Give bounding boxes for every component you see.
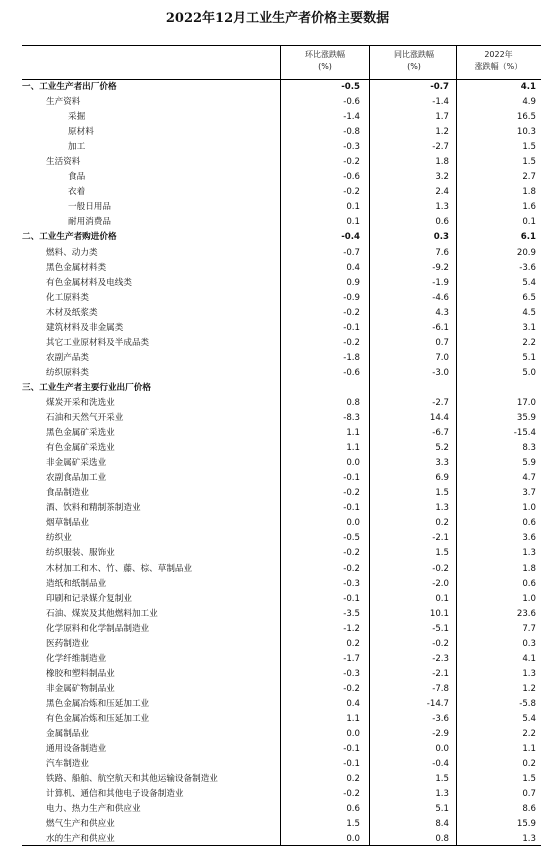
- yoy-value: 0.2: [435, 518, 449, 529]
- row-label: 非金属矿物制品业: [46, 683, 115, 694]
- row-label: 耐用消费品: [68, 217, 111, 228]
- mom-value: -1.4: [343, 112, 360, 123]
- row-label: 食品: [68, 172, 86, 183]
- mom-value: 0.0: [346, 834, 360, 845]
- mom-value: -3.5: [343, 608, 360, 619]
- table-row: [22, 200, 541, 215]
- mom-value: -0.2: [343, 157, 360, 168]
- table-row: [22, 291, 541, 306]
- year-value: 0.7: [522, 789, 536, 800]
- yoy-value: -2.1: [432, 668, 449, 679]
- row-label: 纺织业: [46, 533, 72, 544]
- mom-value: -0.2: [343, 307, 360, 318]
- table-row: [22, 682, 541, 697]
- yoy-value: -2.7: [432, 142, 449, 153]
- table-header: [22, 45, 541, 80]
- mom-value: -0.1: [343, 503, 360, 514]
- year-value: 2.7: [522, 172, 536, 183]
- yoy-value: 8.4: [435, 819, 449, 830]
- table-bottom-rule: [22, 845, 541, 846]
- yoy-value: -3.6: [432, 713, 449, 724]
- year-value: 1.1: [522, 744, 536, 755]
- table-row: [22, 817, 541, 832]
- yoy-value: -2.0: [432, 578, 449, 589]
- table-row: [22, 562, 541, 577]
- year-value: 4.9: [522, 97, 536, 108]
- mom-value: 1.1: [346, 443, 360, 454]
- mom-value: 1.1: [346, 428, 360, 439]
- year-value: 20.9: [516, 247, 536, 258]
- column-divider: [280, 45, 281, 845]
- row-label: 化工原料类: [46, 292, 89, 303]
- header-mom-line2: (%): [318, 62, 332, 71]
- mom-value: -0.8: [343, 127, 360, 138]
- table-row: [22, 80, 541, 95]
- yoy-value: -1.4: [432, 97, 449, 108]
- year-value: 5.1: [522, 352, 536, 363]
- table-row: [22, 336, 541, 351]
- yoy-value: 0.6: [435, 217, 449, 228]
- yoy-value: 3.3: [435, 458, 449, 469]
- table-row: [22, 772, 541, 787]
- mom-value: -0.9: [343, 292, 360, 303]
- row-label: 原材料: [68, 127, 94, 138]
- year-value: 35.9: [516, 413, 536, 424]
- row-label: 黑色金属冶炼和压延加工业: [46, 698, 150, 709]
- year-value: 1.0: [522, 503, 536, 514]
- yoy-value: -2.1: [432, 533, 449, 544]
- header-mom: [280, 49, 370, 73]
- yoy-value: 7.6: [435, 247, 449, 258]
- yoy-value: 1.5: [435, 488, 449, 499]
- yoy-value: -1.9: [432, 277, 449, 288]
- mom-value: -1.2: [343, 623, 360, 634]
- row-label: 水的生产和供应业: [46, 834, 115, 845]
- mom-value: -1.7: [343, 653, 360, 664]
- mom-value: -0.2: [343, 337, 360, 348]
- mom-value: -0.3: [343, 668, 360, 679]
- yoy-value: 1.3: [435, 202, 449, 213]
- table-row: [22, 546, 541, 561]
- table-row: [22, 712, 541, 727]
- yoy-value: 0.8: [435, 834, 449, 845]
- row-label: 石油和天然气开采业: [46, 413, 124, 424]
- mom-value: -0.6: [343, 367, 360, 378]
- row-label: 化学原料和化学制品制造业: [46, 623, 150, 634]
- year-value: 23.6: [516, 608, 536, 619]
- table-row: [22, 637, 541, 652]
- row-label: 酒、饮料和精制茶制造业: [46, 503, 141, 514]
- header-year-line1: 2022年: [484, 50, 513, 59]
- mom-value: 0.6: [346, 804, 360, 815]
- row-label: 二、工业生产者购进价格: [22, 232, 117, 243]
- header-mom-line1: 环比涨跌幅: [305, 50, 345, 59]
- row-label: 木材加工和木、竹、藤、棕、草制品业: [46, 563, 193, 574]
- year-value: 16.5: [516, 112, 536, 123]
- header-year: [456, 49, 541, 73]
- yoy-value: 1.7: [435, 112, 449, 123]
- mom-value: -0.4: [341, 232, 360, 243]
- table-row: [22, 426, 541, 441]
- table-row: [22, 501, 541, 516]
- table-row: [22, 471, 541, 486]
- year-value: 5.0: [522, 367, 536, 378]
- price-data-table: [22, 45, 541, 847]
- table-row: [22, 215, 541, 230]
- year-value: -5.8: [519, 698, 536, 709]
- year-value: 5.4: [522, 277, 536, 288]
- yoy-value: -6.1: [432, 322, 449, 333]
- row-label: 黑色金属矿采选业: [46, 428, 115, 439]
- yoy-value: -14.7: [426, 698, 449, 709]
- yoy-value: 5.2: [435, 443, 449, 454]
- table-row: [22, 441, 541, 456]
- year-value: 1.8: [522, 563, 536, 574]
- mom-value: -0.2: [343, 683, 360, 694]
- row-label: 橡胶和塑料制品业: [46, 668, 115, 679]
- year-value: 0.6: [522, 578, 536, 589]
- row-label: 印刷和记录媒介复制业: [46, 593, 132, 604]
- column-divider: [456, 45, 457, 845]
- row-label: 建筑材料及非金属类: [46, 322, 124, 333]
- row-label: 煤炭开采和洗选业: [46, 397, 115, 408]
- yoy-value: 0.3: [433, 232, 449, 243]
- table-row: [22, 697, 541, 712]
- row-label: 金属制品业: [46, 729, 89, 740]
- year-value: 1.8: [522, 187, 536, 198]
- row-label: 有色金属材料及电线类: [46, 277, 132, 288]
- year-value: -3.6: [519, 262, 536, 273]
- yoy-value: 4.3: [435, 307, 449, 318]
- year-value: 17.0: [516, 397, 536, 408]
- yoy-value: -4.6: [432, 292, 449, 303]
- yoy-value: -3.0: [432, 367, 449, 378]
- row-label: 一般日用品: [68, 202, 111, 213]
- yoy-value: 14.4: [429, 413, 449, 424]
- row-label: 生产资料: [46, 97, 81, 108]
- row-label: 非金属矿采选业: [46, 458, 107, 469]
- table-row: [22, 351, 541, 366]
- table-row: [22, 411, 541, 426]
- year-value: 8.3: [522, 443, 536, 454]
- row-label: 三、工业生产者主要行业出厂价格: [22, 382, 151, 393]
- year-value: 1.2: [522, 683, 536, 694]
- table-row: [22, 622, 541, 637]
- table-row: [22, 592, 541, 607]
- table-row: [22, 140, 541, 155]
- mom-value: -0.5: [341, 82, 360, 92]
- row-label: 农副食品加工业: [46, 473, 107, 484]
- table-row: [22, 110, 541, 125]
- year-value: 1.5: [522, 157, 536, 168]
- row-label: 木材及纸浆类: [46, 307, 98, 318]
- yoy-value: 6.9: [435, 473, 449, 484]
- yoy-value: 0.7: [435, 337, 449, 348]
- table-row: [22, 261, 541, 276]
- year-value: 0.1: [522, 217, 536, 228]
- mom-value: 0.2: [346, 774, 360, 785]
- row-label: 采掘: [68, 112, 86, 123]
- table-row: [22, 787, 541, 802]
- year-value: 1.6: [522, 202, 536, 213]
- table-row: [22, 95, 541, 110]
- year-value: 6.5: [522, 292, 536, 303]
- year-value: 5.4: [522, 713, 536, 724]
- mom-value: -0.6: [343, 97, 360, 108]
- year-value: 8.6: [522, 804, 536, 815]
- row-label: 纺织原料类: [46, 367, 89, 378]
- table-row: [22, 185, 541, 200]
- table-row: [22, 170, 541, 185]
- mom-value: 0.8: [346, 397, 360, 408]
- year-value: 1.3: [522, 668, 536, 679]
- row-label: 化学纤维制造业: [46, 653, 107, 664]
- year-value: -15.4: [513, 428, 536, 439]
- year-value: 1.5: [522, 142, 536, 153]
- yoy-value: 5.1: [435, 804, 449, 815]
- mom-value: -0.3: [343, 142, 360, 153]
- mom-value: -0.2: [343, 187, 360, 198]
- yoy-value: 1.5: [435, 774, 449, 785]
- row-label: 造纸和纸制品业: [46, 578, 107, 589]
- year-value: 1.5: [522, 774, 536, 785]
- header-year-line2: 涨跌幅（%）: [474, 62, 523, 71]
- year-value: 15.9: [516, 819, 536, 830]
- mom-value: -0.6: [343, 172, 360, 183]
- row-label: 电力、热力生产和供应业: [46, 804, 141, 815]
- yoy-value: 1.3: [435, 789, 449, 800]
- table-row: [22, 125, 541, 140]
- yoy-value: -0.7: [430, 82, 449, 92]
- row-label: 一、工业生产者出厂价格: [22, 82, 117, 92]
- mom-value: -0.1: [343, 322, 360, 333]
- table-row: [22, 381, 541, 396]
- mom-value: -0.1: [343, 759, 360, 770]
- table-row: [22, 757, 541, 772]
- year-value: 3.7: [522, 488, 536, 499]
- year-value: 2.2: [522, 729, 536, 740]
- year-value: 1.3: [522, 548, 536, 559]
- year-value: 5.9: [522, 458, 536, 469]
- yoy-value: 0.0: [435, 744, 449, 755]
- page-title: 2022年12月工业生产者价格主要数据: [165, 11, 390, 26]
- year-value: 4.5: [522, 307, 536, 318]
- table-row: [22, 667, 541, 682]
- table-row: [22, 802, 541, 817]
- mom-value: -0.2: [343, 563, 360, 574]
- year-value: 4.1: [520, 82, 536, 92]
- mom-value: 0.0: [346, 458, 360, 469]
- table-row: [22, 486, 541, 501]
- mom-value: -0.1: [343, 473, 360, 484]
- table-row: [22, 276, 541, 291]
- mom-value: -1.8: [343, 352, 360, 363]
- mom-value: 1.1: [346, 713, 360, 724]
- table-row: [22, 607, 541, 622]
- mom-value: -0.2: [343, 548, 360, 559]
- table-row: [22, 246, 541, 261]
- yoy-value: -5.1: [432, 623, 449, 634]
- yoy-value: 3.2: [435, 172, 449, 183]
- mom-value: 0.0: [346, 518, 360, 529]
- row-label: 计算机、通信和其他电子设备制造业: [46, 789, 184, 800]
- row-label: 铁路、船舶、航空航天和其他运输设备制造业: [46, 774, 218, 785]
- year-value: 1.3: [522, 834, 536, 845]
- year-value: 1.0: [522, 593, 536, 604]
- yoy-value: -7.8: [432, 683, 449, 694]
- yoy-value: -9.2: [432, 262, 449, 273]
- column-divider: [369, 45, 370, 845]
- row-label: 有色金属冶炼和压延加工业: [46, 713, 150, 724]
- mom-value: -0.1: [343, 744, 360, 755]
- year-value: 0.2: [522, 759, 536, 770]
- table-row: [22, 155, 541, 170]
- table-row: [22, 456, 541, 471]
- row-label: 纺织服装、服饰业: [46, 548, 115, 559]
- row-label: 黑色金属材料类: [46, 262, 107, 273]
- yoy-value: 10.1: [429, 608, 449, 619]
- yoy-value: -0.2: [432, 563, 449, 574]
- row-label: 汽车制造业: [46, 759, 89, 770]
- mom-value: -0.3: [343, 578, 360, 589]
- row-label: 加工: [68, 142, 86, 153]
- year-value: 3.6: [522, 533, 536, 544]
- header-yoy-line1: 同比涨跌幅: [394, 50, 434, 59]
- header-yoy-line2: (%): [407, 62, 421, 71]
- year-value: 7.7: [522, 623, 536, 634]
- row-label: 通用设备制造业: [46, 744, 107, 755]
- mom-value: 0.2: [346, 638, 360, 649]
- year-value: 2.2: [522, 337, 536, 348]
- table-body: [22, 80, 541, 847]
- table-row: [22, 516, 541, 531]
- year-value: 0.6: [522, 518, 536, 529]
- row-label: 石油、煤炭及其他燃料加工业: [46, 608, 158, 619]
- row-label: 医药制造业: [46, 638, 89, 649]
- yoy-value: 1.2: [435, 127, 449, 138]
- year-value: 4.1: [522, 653, 536, 664]
- table-row: [22, 652, 541, 667]
- yoy-value: -0.4: [432, 759, 449, 770]
- year-value: 3.1: [522, 322, 536, 333]
- row-label: 燃料、动力类: [46, 247, 98, 258]
- year-value: 0.3: [522, 638, 536, 649]
- yoy-value: 2.4: [435, 187, 449, 198]
- mom-value: -8.3: [343, 413, 360, 424]
- year-value: 6.1: [520, 232, 536, 243]
- row-label: 农副产品类: [46, 352, 89, 363]
- yoy-value: 1.5: [435, 548, 449, 559]
- mom-value: 0.0: [346, 729, 360, 740]
- table-row: [22, 366, 541, 381]
- table-row: [22, 321, 541, 336]
- table-row: [22, 396, 541, 411]
- table-row: [22, 531, 541, 546]
- row-label: 燃气生产和供应业: [46, 819, 115, 830]
- table-row: [22, 727, 541, 742]
- mom-value: 0.4: [346, 262, 360, 273]
- year-value: 4.7: [522, 473, 536, 484]
- yoy-value: 1.8: [435, 157, 449, 168]
- yoy-value: -0.2: [432, 638, 449, 649]
- row-label: 其它工业原材料及半成品类: [46, 337, 150, 348]
- yoy-value: 0.1: [435, 593, 449, 604]
- mom-value: -0.5: [343, 533, 360, 544]
- yoy-value: -2.7: [432, 397, 449, 408]
- row-label: 有色金属矿采选业: [46, 443, 115, 454]
- mom-value: -0.2: [343, 488, 360, 499]
- mom-value: -0.7: [343, 247, 360, 258]
- year-value: 10.3: [516, 127, 536, 138]
- row-label: 食品制造业: [46, 488, 89, 499]
- table-row: [22, 742, 541, 757]
- mom-value: 0.4: [346, 698, 360, 709]
- row-label: 烟草制品业: [46, 518, 89, 529]
- row-label: 生活资料: [46, 157, 81, 168]
- mom-value: 0.1: [346, 202, 360, 213]
- yoy-value: 7.0: [435, 352, 449, 363]
- mom-value: 0.1: [346, 217, 360, 228]
- mom-value: -0.1: [343, 593, 360, 604]
- header-yoy: [369, 49, 459, 73]
- yoy-value: 1.3: [435, 503, 449, 514]
- yoy-value: -6.7: [432, 428, 449, 439]
- mom-value: 0.9: [346, 277, 360, 288]
- table-row: [22, 577, 541, 592]
- mom-value: -0.2: [343, 789, 360, 800]
- table-row: [22, 306, 541, 321]
- yoy-value: -2.9: [432, 729, 449, 740]
- mom-value: 1.5: [346, 819, 360, 830]
- yoy-value: -2.3: [432, 653, 449, 664]
- table-row: [22, 230, 541, 245]
- row-label: 衣着: [68, 187, 86, 198]
